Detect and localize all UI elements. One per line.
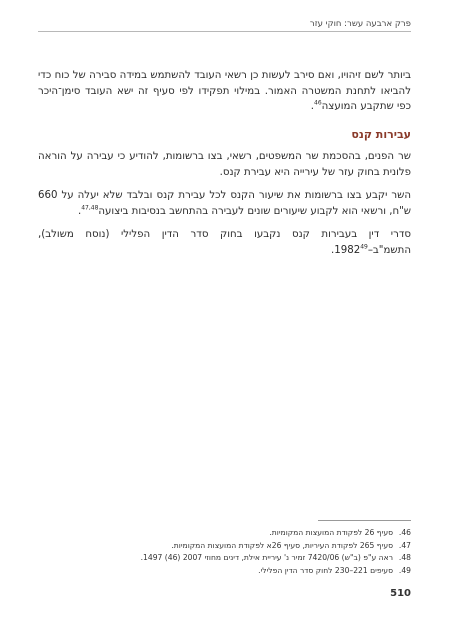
paragraph [38, 227, 411, 258]
footnotes [38, 527, 411, 577]
running-header: פרק ארבעה עשר: חוקי עזר [38, 19, 411, 32]
footnote-text: סעיף 26 לפקודת המועצות המקומיות. [269, 528, 393, 537]
footnote-text: ראה ע"פ (ב"ש) 7420/06 זמיר נ' עיריית אילת, דינים מחוזי 2007 (46) 1497. [140, 553, 393, 562]
paragraph-text: השר יקבע בצו ברשומות את שיעור הקנס לכל עבירת קנס ובלבד שלא יעלה על 660 ש"ח, ורשאי הוא לקבוע שיעורים שונים לעבירה בהתחשב בנסיבות ביצועה [38, 190, 411, 217]
section-heading: עבירות קנס [351, 127, 411, 141]
footnote-number: 46. [398, 528, 411, 537]
footnote-ref: 49 [360, 243, 368, 251]
footnote-ref: 47,48 [81, 204, 99, 212]
paragraph-end: . [77, 205, 82, 217]
footnote-number: 47. [398, 540, 411, 550]
footnote [38, 565, 411, 578]
footnote-text: סעיף 265 לפקודת העיריות, סעיף 26א לפקודת המועצות המקומיות. [171, 540, 393, 550]
footnote [38, 527, 411, 540]
footnote [38, 552, 411, 565]
footnote-number: 49. [398, 565, 411, 575]
paragraph-text: ביותר לשם זיהויו, ואם סירב לעשות כן רשאי העובד להשתמש במידה סבירה של כוח כדי להביאו לתחנת המשטרה האמור. במילוי תפקידו לפי סעיף זה ישא העובד סימן־היכר כפי שתקבע המועצה [38, 70, 411, 112]
paragraph-text: סדרי דין בעבירות קנס נקבעו בחוק סדר הדין הפלילי (נוסח משולב), התשמ"ב–1982 [38, 229, 411, 256]
paragraph [38, 188, 411, 219]
page-number: 510 [390, 588, 411, 599]
paragraph [38, 68, 411, 115]
footnote-ref: 46 [314, 99, 322, 107]
footnote-text: סעיפים 221–230 לחוק סדר הדין הפלילי. [258, 565, 393, 575]
paragraph-end: . [310, 101, 315, 112]
footnote [38, 540, 411, 553]
paragraph-text: שר הפנים, בהסכמת שר המשפטים, רשאי, בצו ברשומות, להודיע כי עבירה על הוראה פלונית בחוק עזר של עירייה היא עבירת קנס. [38, 151, 411, 178]
paragraph [38, 149, 411, 180]
footnote-number: 48. [398, 553, 411, 562]
footnote-divider [318, 520, 411, 521]
body-text [38, 68, 411, 266]
paragraph-end: . [331, 244, 335, 256]
